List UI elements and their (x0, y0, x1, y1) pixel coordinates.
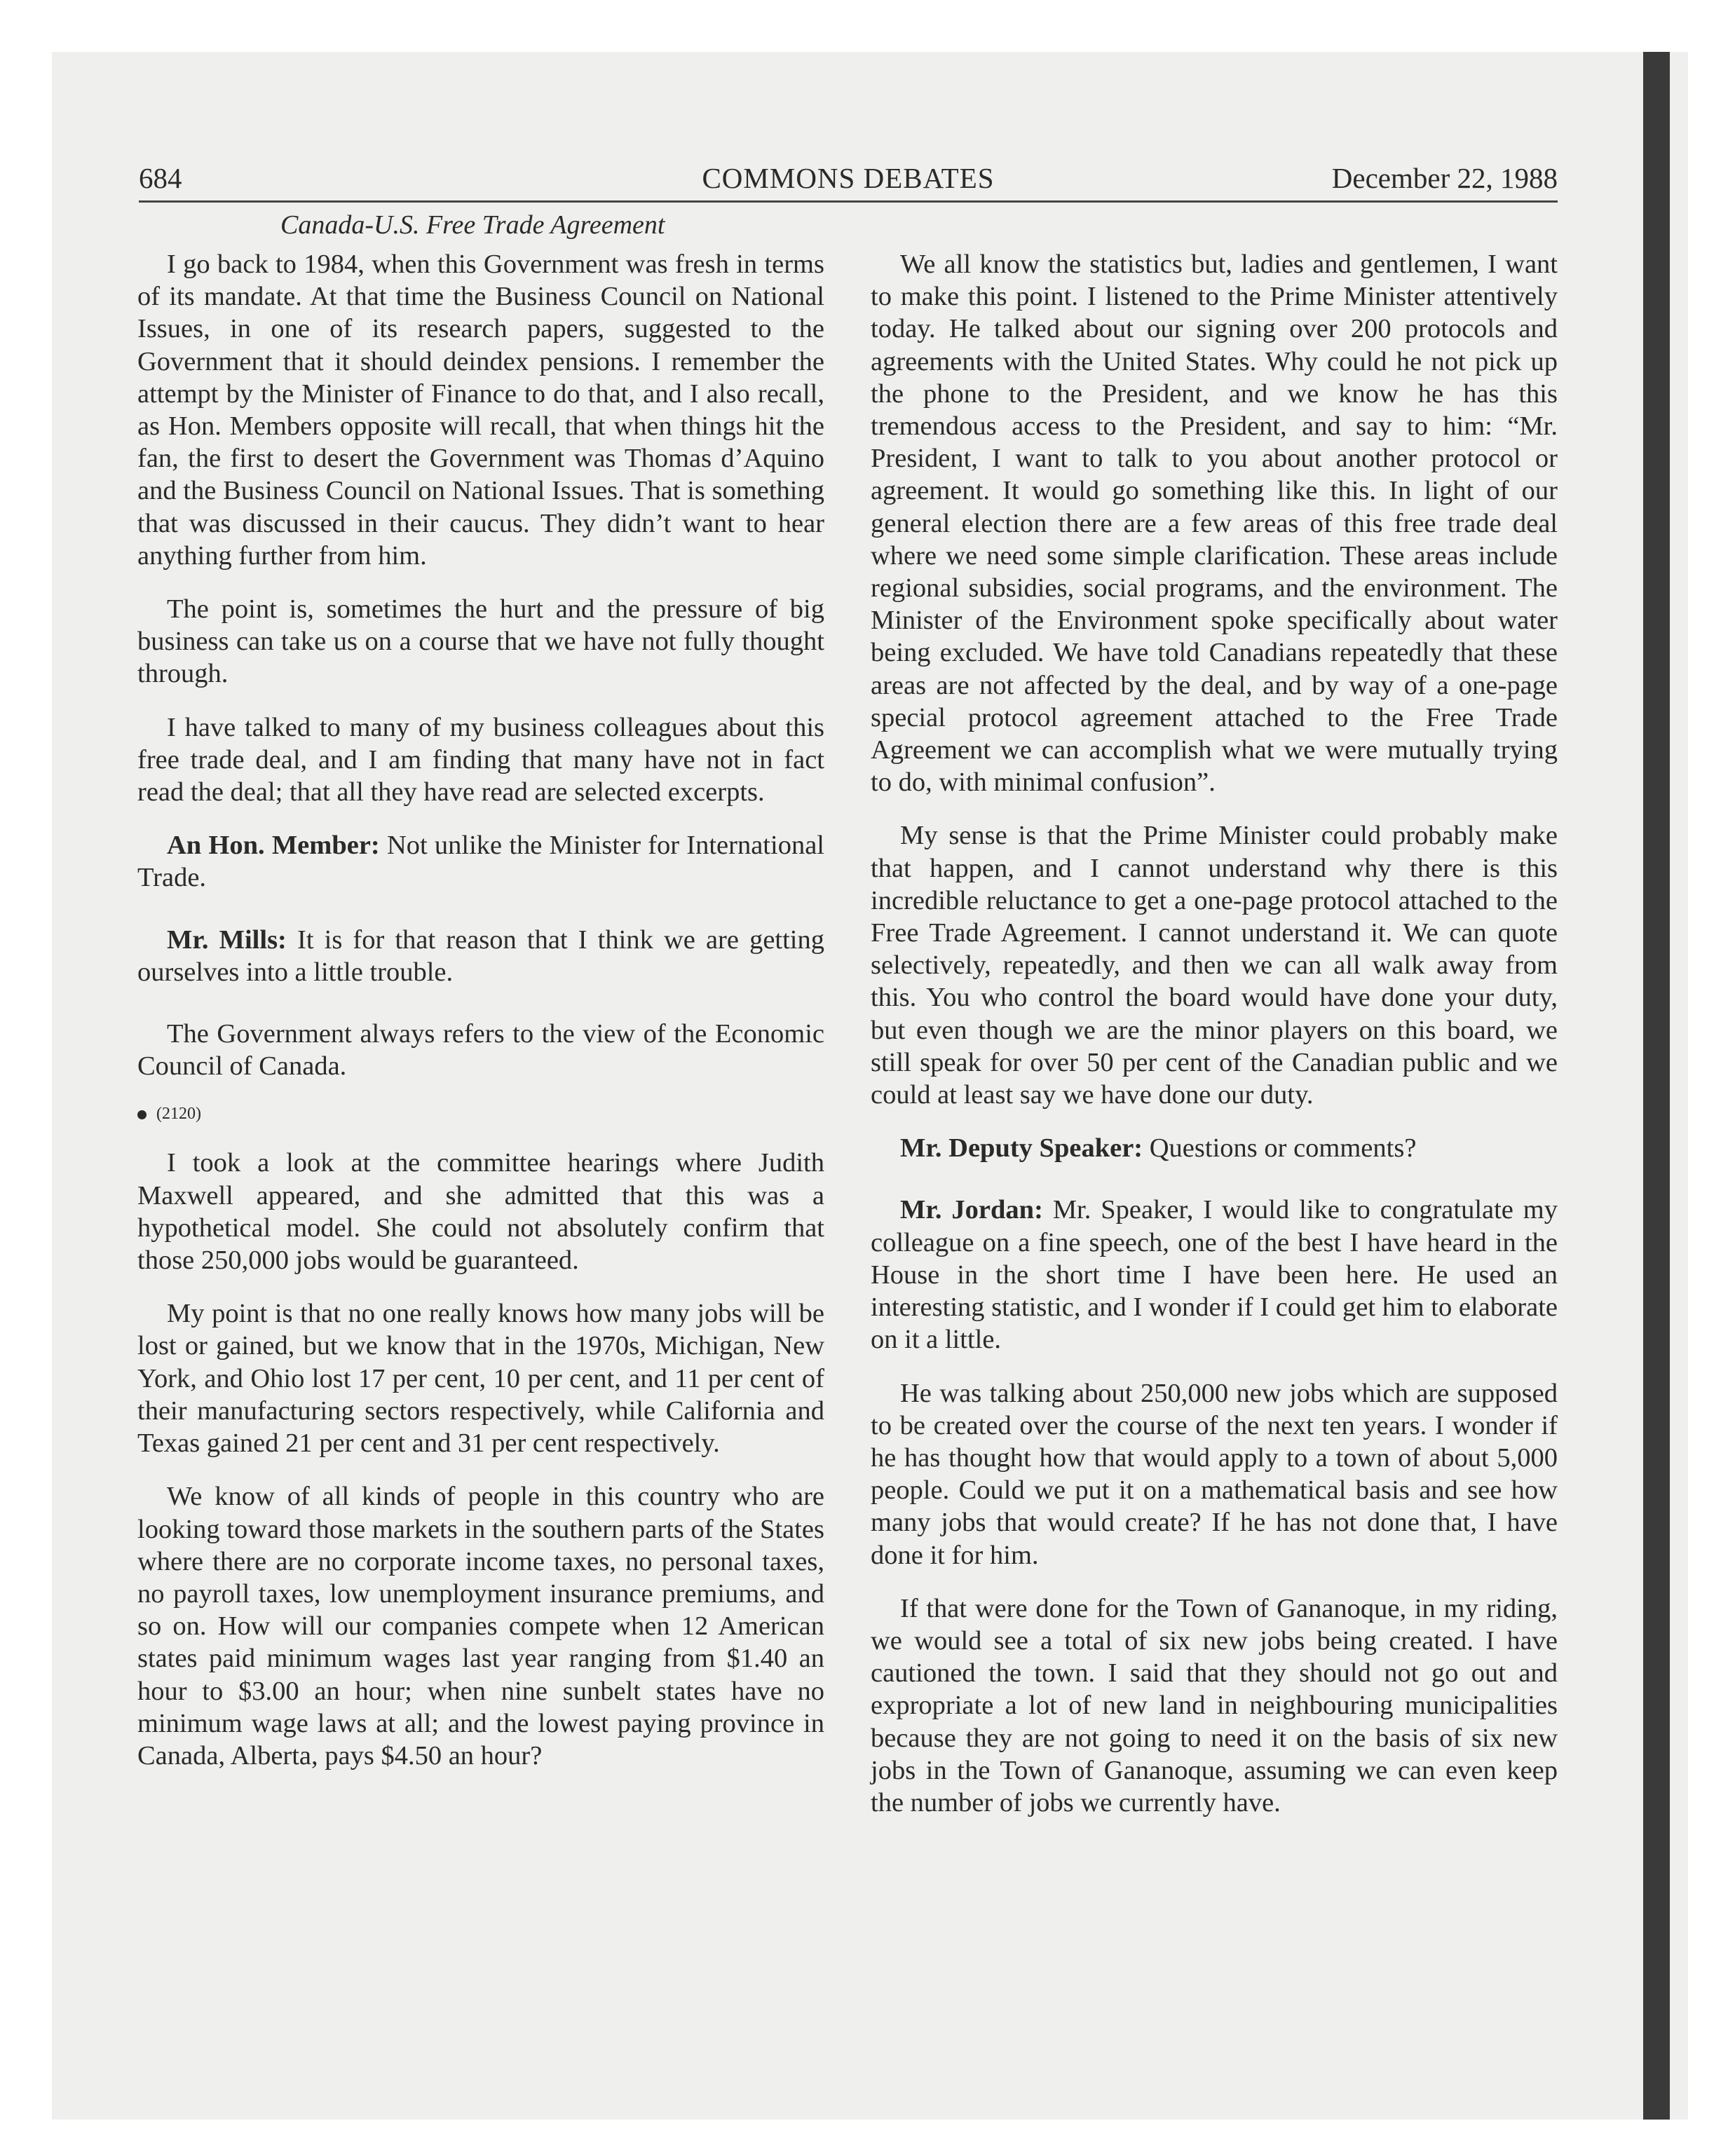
paragraph: He was talking about 250,000 new jobs which are supposed to be created over the course of the next ten years. I wonder if he has thought how that would apply to a town of about 5,000 people. Could we put it on a mathematical basis and see how many jobs that would create? If he has not done that, I have done it for him. (871, 1378, 1558, 1570)
paragraph: The point is, sometimes the hurt and the pressure of big business can take us on a course that we have not fully thought through. (137, 594, 824, 689)
speech-text: Not unlike the Minister for International Trade. (137, 831, 824, 893)
right-column (871, 248, 1558, 1840)
paragraph: I took a look at the committee hearings where Judith Maxwell appeared, and she admitted that this was a hypothetical model. She could not absolutely confirm that those 250,000 jobs would be guaranteed. (137, 1148, 824, 1276)
binding-edge (1643, 52, 1670, 2120)
publication-title: COMMONS DEBATES (702, 162, 995, 194)
speaker-name: An Hon. Member: (167, 831, 380, 861)
time-marker (137, 1103, 824, 1124)
paragraph: My sense is that the Prime Minister could probably make that happen, and I cannot understand why there is this incredible reluctance to get a one-page protocol attached to the Free Trade Agreement. I cannot understand it. We can quote selectively, repeatedly, and then we can all walk away from this. You who control the board would have done your duty, but even though we are the minor players on this board, we still speak for over 50 per cent of the Canadian public and we could at least say we have done our duty. (871, 821, 1558, 1110)
speech-text: Mr. Speaker, I would like to congratulate my colleague on a fine speech, one of the best I have heard in the House in the short time I have been here. He used an interesting statistic, and I wonder if I could get him to elaborate on it a little. (871, 1195, 1558, 1355)
page-header (139, 158, 1558, 203)
paragraph: If that were done for the Town of Gananoque, in my riding, we would see a total of six new jobs being created. I have cautioned the town. I said that they should not go out and expropriate a lot of new land in neighbouring municipalities because they are not going to need it on the basis of six new jobs in the Town of Gananoque, assuming we can even keep the number of jobs we currently have. (871, 1593, 1558, 1817)
paragraph: I go back to 1984, when this Government was fresh in terms of its mandate. At that time the Business Council on National Issues, in one of its research papers, suggested to the Government that it should deindex pensions. I remember the attempt by the Minister of Finance to do that, and I also recall, as Hon. Members opposite will recall, that when things hit the fan, the first to desert the Government was Thomas d’Aquino and the Business Council on National Issues. That is something that was discussed in their caucus. They didn’t want to hear anything further from him. (137, 250, 824, 571)
bullet-icon (137, 1110, 147, 1119)
speech-text: It is for that reason that I think we are getting ourselves into a little trouble. (137, 925, 825, 987)
speech-text: Questions or comments? (1143, 1133, 1417, 1164)
speaker-name: Mr. Mills: (167, 925, 287, 955)
paragraph: The Government always refers to the view of the Economic Council of Canada. (137, 1019, 824, 1082)
time-marker-text: (2120) (156, 1105, 201, 1124)
subject-heading: Canada-U.S. Free Trade Agreement (280, 210, 665, 240)
speech-paragraph (137, 924, 824, 988)
paragraph: I have talked to many of my business colleagues about this free trade deal, and I am finding that many have not in fact read the deal; that all they have read are selected excerpts. (137, 712, 824, 807)
paragraph: My point is that no one really knows how many jobs will be lost or gained, but we know that in the 1970s, Michigan, New York, and Ohio lost 17 per cent, 10 per cent, and 11 per cent of their manufacturing sectors respectively, while California and Texas gained 21 per cent and 31 per cent respectively. (137, 1299, 824, 1459)
speech-paragraph (871, 1132, 1558, 1164)
page-number: 684 (139, 162, 182, 194)
speaker-name: Mr. Deputy Speaker: (900, 1133, 1143, 1164)
paragraph: We all know the statistics but, ladies and gentlemen, I want to make this point. I listened to the Prime Minister attentively today. He talked about our signing over 200 protocols and agreements with the United States. Why could he not pick up the phone to the President, and we know he has this tremendous access to the President, and say to him: “Mr. President, I want to talk to you about another protocol or agreement. It would go something like this. In light of our general election there are a few areas of this free trade deal where we need some simple clarification. These areas include regional subsidies, social programs, and the environment. The Minister of the Environment spoke specifically about water being excluded. We have told Canadians repeatedly that these areas are not affected by the deal, and by way of a one-page special protocol agreement attached to the Free Trade Agreement we can accomplish what we were mutually trying to do, with minimal confusion”. (871, 250, 1558, 798)
speech-paragraph (871, 1194, 1558, 1356)
paragraph: We know of all kinds of people in this country who are looking toward those markets in the southern parts of the States where there are no corporate income taxes, no personal taxes, no payroll taxes, low unemployment insurance premiums, and so on. How will our companies compete when 12 American states paid minimum wages last year ranging from $1.40 an hour to $3.00 an hour; when nine sunbelt states have no minimum wage laws at all; and the lowest paying province in Canada, Alberta, pays $4.50 an hour? (137, 1482, 824, 1770)
left-column (137, 248, 824, 1793)
speaker-name: Mr. Jordan: (900, 1195, 1043, 1225)
speech-paragraph (137, 829, 824, 894)
header-date: December 22, 1988 (1331, 162, 1558, 194)
